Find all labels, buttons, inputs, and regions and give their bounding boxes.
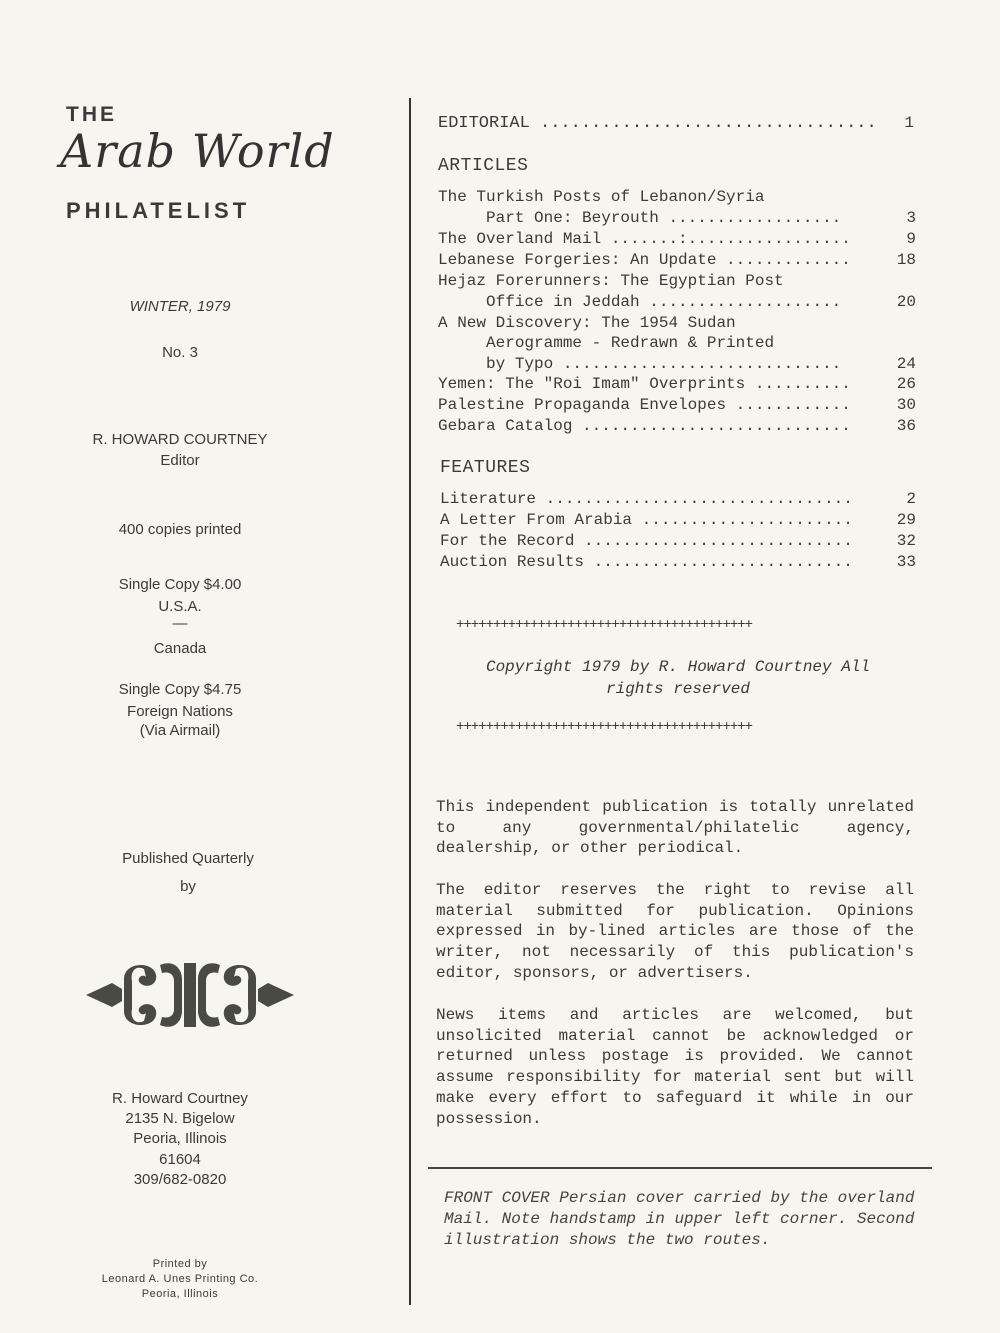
- toc-article: by Typo ............................. 24: [438, 355, 916, 373]
- toc-article: Palestine Propaganda Envelopes ............ 30: [438, 396, 916, 414]
- toc-article: Office in Jeddah .................... 20: [438, 293, 916, 311]
- submissions-paragraph: News items and articles are welcomed, but unsolicited material cannot be acknowledged or returned unless postage is provided. We cannot assume responsibility for material sent but will make every effort to safeguard it while in our possession.: [436, 1006, 914, 1128]
- issue-number: No. 3: [162, 344, 198, 361]
- masthead-arab-world: Arab World: [60, 124, 335, 178]
- published-quarterly: Published Quarterly: [122, 850, 254, 867]
- masthead-philatelist: PHILATELIST: [66, 198, 251, 223]
- price-us-region: U.S.A.: [158, 598, 202, 615]
- copyright-notice: Copyright 1979 by R. Howard Courtney All rights reserved: [485, 658, 871, 698]
- editor-name: R. HOWARD COURTNEY: [92, 431, 268, 448]
- address-line-3: Peoria, Illinois: [133, 1130, 227, 1147]
- address-line-4: 61604: [159, 1151, 201, 1168]
- front-cover-note: FRONT COVER Persian cover carried by the overland Mail. Note handstamp in upper left corner. Second illustration shows the two routes.: [444, 1189, 915, 1249]
- plus-rule-bottom: ++++++++++++++++++++++++++++++++++++++++: [456, 719, 753, 735]
- editorial-policy-paragraph: The editor reserves the right to revise all material submitted for publication. Opinions expressed in by-lined articles are those of the writer, not necessarily of this publication's editor, sponsors, or advertisers.: [436, 881, 914, 982]
- published-by: by: [180, 878, 196, 895]
- plus-rule-top: ++++++++++++++++++++++++++++++++++++++++: [456, 617, 753, 633]
- canada: Canada: [153, 640, 207, 657]
- features-heading: FEATURES: [440, 458, 531, 478]
- printer-line-2: Leonard A. Unes Printing Co.: [101, 1273, 259, 1285]
- articles-heading: ARTICLES: [438, 156, 529, 176]
- issue-date: WINTER, 1979: [129, 298, 231, 315]
- toc-article: Gebara Catalog ............................ 36: [438, 417, 916, 435]
- toc-article: Aerogramme - Redrawn & Printed: [438, 334, 775, 352]
- toc-editorial: [438, 114, 914, 135]
- column-divider: [409, 98, 411, 1305]
- editor-role: Editor: [160, 452, 200, 469]
- ornament-icon: [84, 955, 296, 1035]
- masthead-column: [0, 0, 400, 1333]
- independence-paragraph: This independent publication is totally unrelated to any governmental/philatelic agency, dealership, or other periodical.: [436, 798, 914, 858]
- foreign-region: Foreign Nations: [127, 703, 233, 720]
- address-line-2: 2135 N. Bigelow: [125, 1110, 235, 1127]
- price-foreign: Single Copy $4.75: [118, 681, 242, 698]
- toc-article: Lebanese Forgeries: An Update ............. 18: [438, 251, 916, 269]
- foreign-note: (Via Airmail): [139, 722, 221, 739]
- copies-printed: 400 copies printed: [118, 521, 242, 538]
- toc-article: A New Discovery: The 1954 Sudan: [438, 314, 736, 332]
- price-us: Single Copy $4.00: [118, 576, 242, 593]
- toc-article: The Turkish Posts of Lebanon/Syria: [438, 188, 765, 206]
- toc-article: The Overland Mail .......:................. 9: [438, 230, 916, 248]
- toc-title: EDITORIAL .................................: [438, 114, 877, 133]
- address-line-1: R. Howard Courtney: [112, 1090, 248, 1107]
- printer-line-1: Printed by: [152, 1258, 208, 1270]
- toc-page: 1: [904, 114, 914, 132]
- printer-line-3: Peoria, Illinois: [141, 1288, 219, 1300]
- toc-feature: A Letter From Arabia ...................... 29: [440, 511, 916, 529]
- toc-feature: For the Record ............................ 32: [440, 532, 916, 550]
- toc-article: Hejaz Forerunners: The Egyptian Post: [438, 272, 784, 290]
- toc-article: Yemen: The "Roi Imam" Overprints .......... 26: [438, 375, 916, 393]
- section-rule: [428, 1167, 932, 1169]
- address-line-5: 309/682-0820: [133, 1171, 227, 1188]
- region-separator: —: [172, 615, 188, 632]
- masthead-the: THE: [66, 103, 117, 126]
- toc-feature: Literature ................................ 2: [440, 490, 916, 508]
- toc-feature: Auction Results ........................... 33: [440, 553, 916, 571]
- toc-article: Part One: Beyrouth .................. 3: [438, 209, 916, 227]
